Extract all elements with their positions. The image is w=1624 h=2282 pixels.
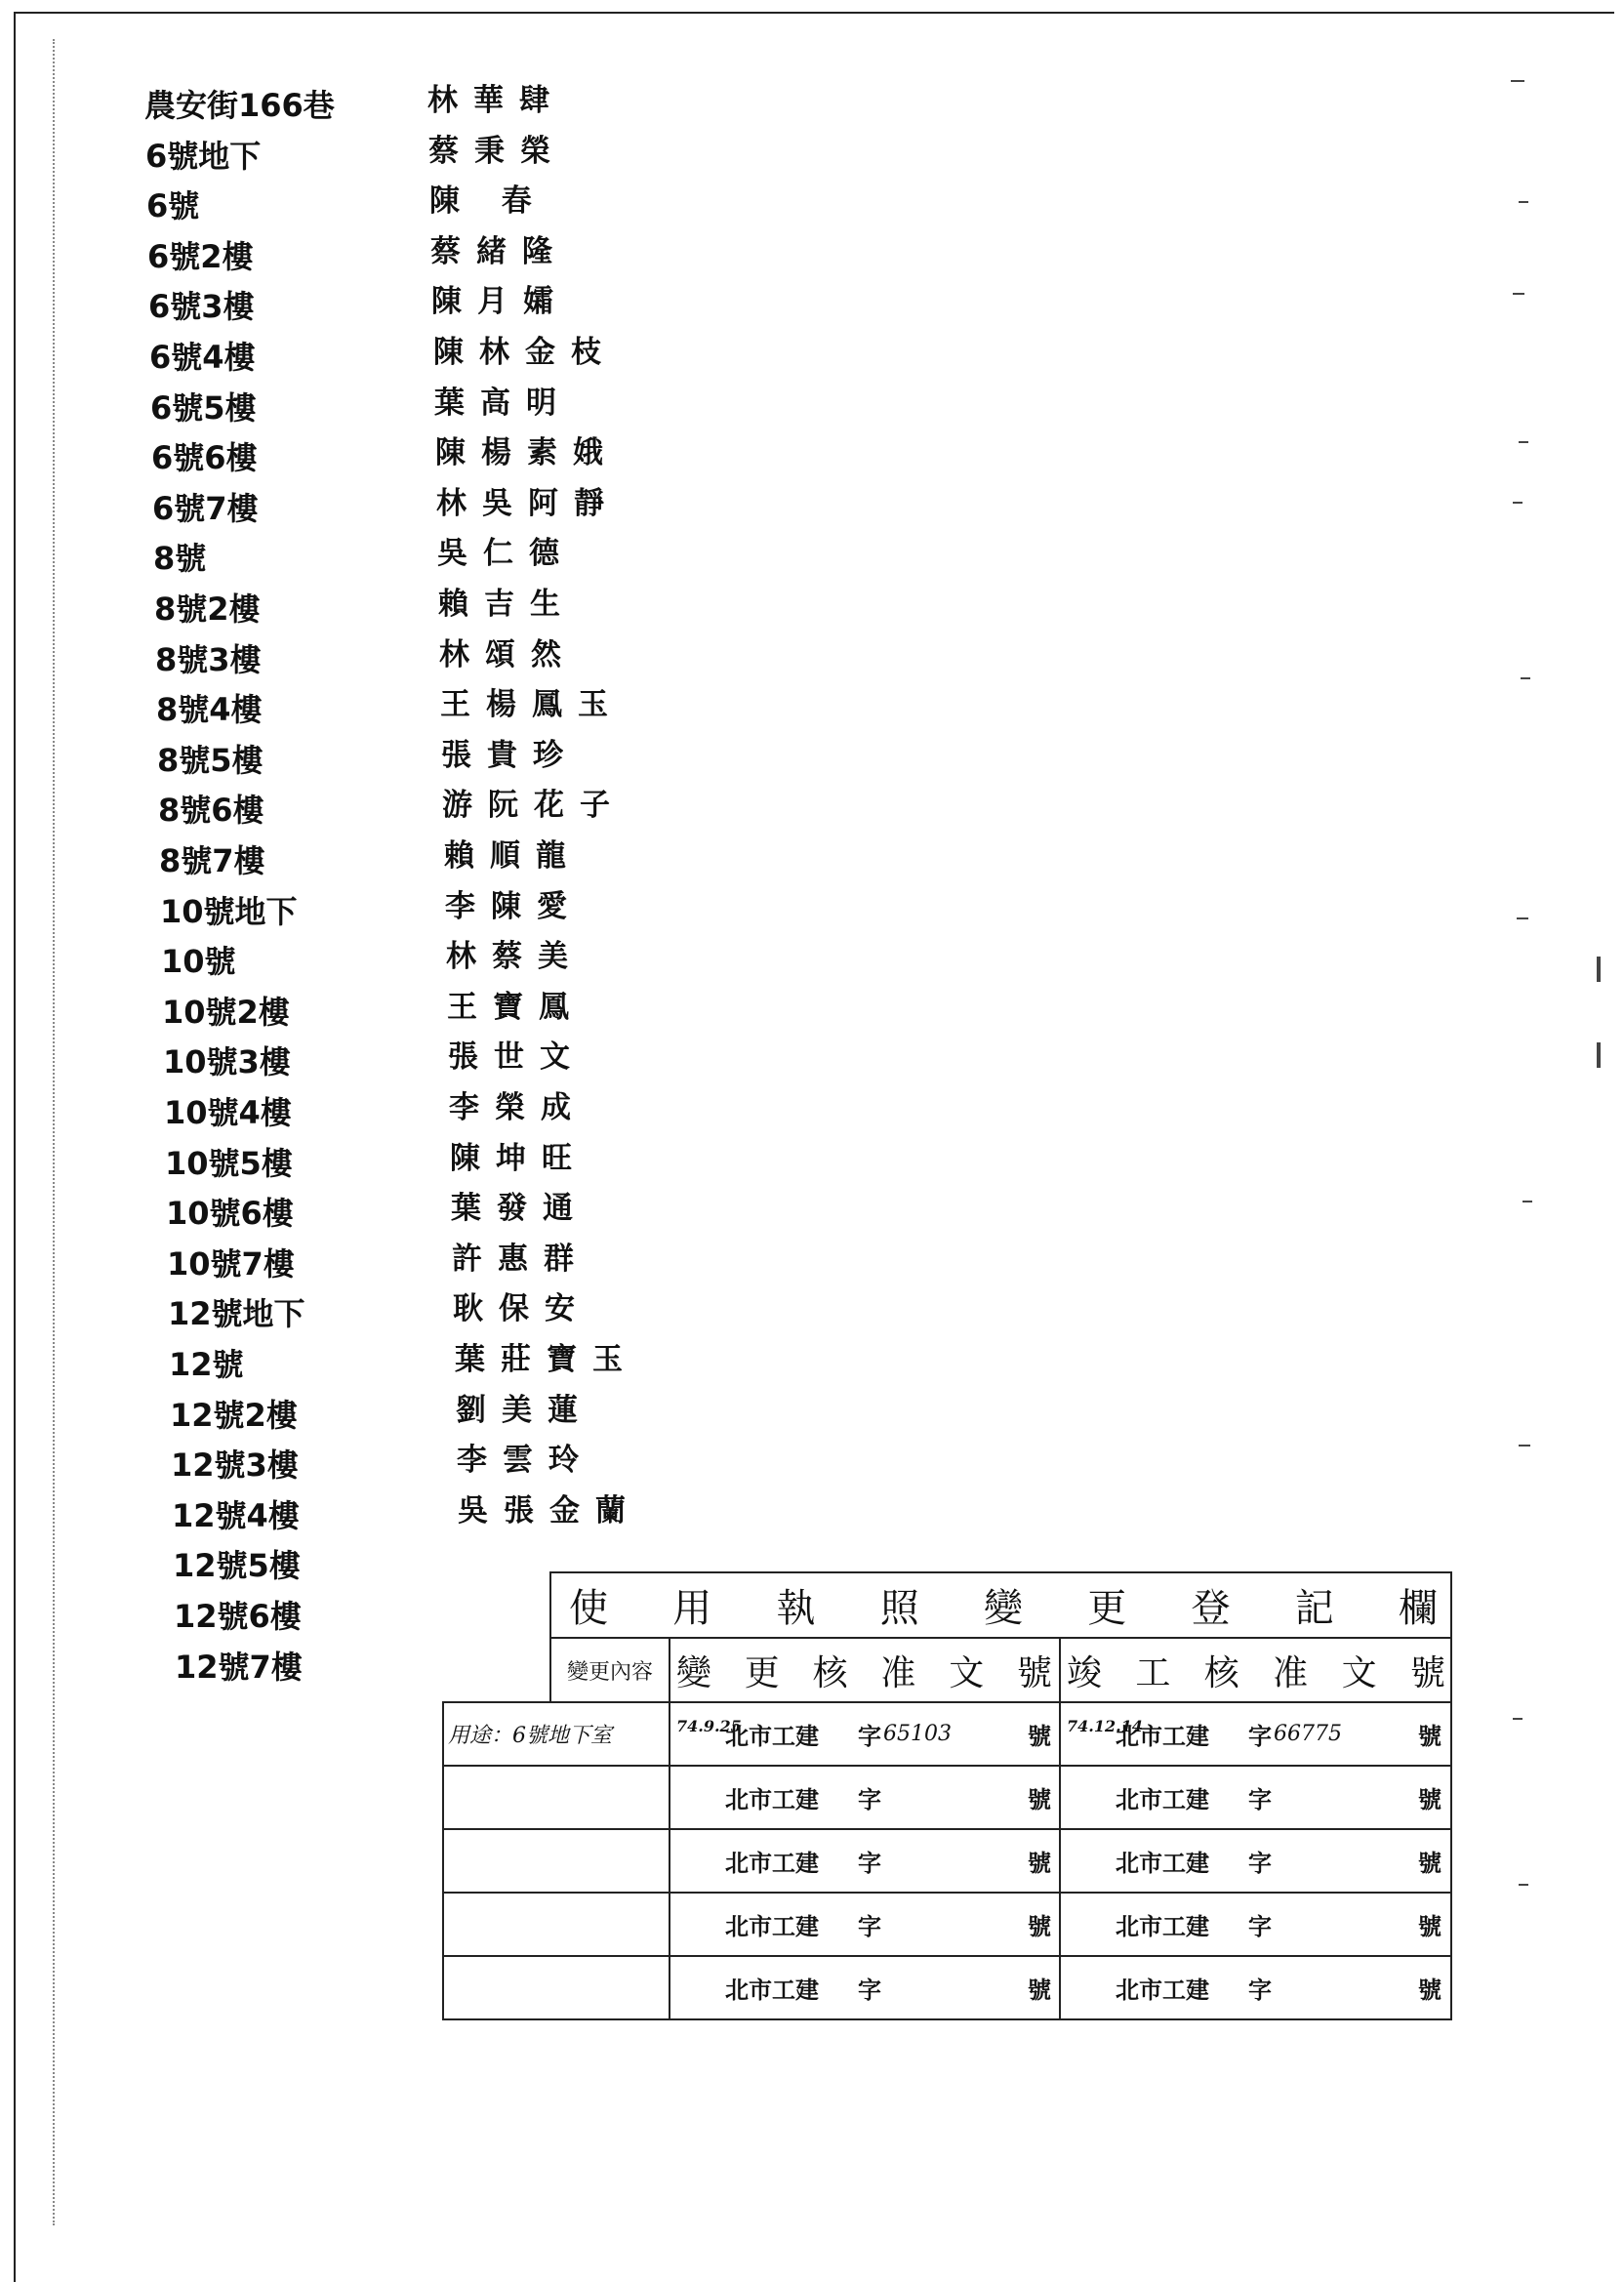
header-char: 用 [672,1586,712,1631]
address-entry: 10號地下 [160,892,298,930]
owner-name: 陳 春 [429,183,548,220]
page-border-left [14,12,16,2282]
agency-label: 北市工建 [1116,1785,1209,1813]
address-entry: 6號 [146,187,200,225]
owner-name: 陳楊素娥 [435,435,619,471]
header-char: 竣 [1067,1652,1103,1693]
row-change-content [448,1957,667,2018]
agency-label: 北市工建 [725,1976,819,2004]
agency-label: 北市工建 [1116,1976,1209,2004]
table-line [442,1701,444,2020]
agency-label: 北市工建 [1116,1722,1209,1750]
owner-name: 王寶鳳 [447,989,585,1025]
owner-name: 賴吉生 [438,587,576,622]
address-entry: 6號6樓 [151,439,258,477]
address-entry: 6號4樓 [149,339,256,376]
header-char: 文 [1341,1652,1377,1693]
owner-name: 吳仁德 [437,536,575,572]
zi-label: 字 [858,1785,881,1813]
header-char: 核 [1203,1652,1239,1693]
header-char: 文 [949,1652,985,1693]
address-entry: 6號5樓 [150,388,257,427]
address-entry: 農安街166巷 [144,87,335,124]
owner-name: 張世文 [448,1039,586,1076]
address-entry: 8號7樓 [159,842,265,879]
change-number: 65103 [883,1722,952,1746]
header-char: 登 [1191,1586,1231,1631]
owner-name: 蔡秉榮 [428,133,566,169]
usage-license-change-register [442,1571,1452,2020]
header-change-content: 變更內容 [566,1659,653,1685]
zi-label: 字 [1248,1912,1272,1940]
zi-label: 字 [858,1849,881,1877]
table-line [442,2018,1452,2020]
header-char: 號 [1016,1652,1052,1693]
row-change-content [448,1894,667,1955]
hao-label: 號 [1028,1849,1051,1877]
address-entry: 6號地下 [145,137,262,175]
page-border-top [14,12,1614,14]
owner-name: 陳坤旺 [450,1140,588,1176]
hao-label: 號 [1418,1912,1441,1940]
row-change-approval [676,1894,1055,1955]
agency-label: 北市工建 [725,1785,819,1813]
address-entry: 12號3樓 [171,1447,299,1485]
owner-name: 吳張金蘭 [458,1492,641,1528]
header-char: 更 [744,1652,780,1693]
address-entry: 10號 [161,943,236,981]
agency-label: 北市工建 [725,1849,819,1877]
address-entry: 10號6樓 [166,1195,294,1233]
completion-date: 74.12.14 [1067,1717,1143,1735]
row-completion-approval [1067,1894,1445,1955]
hao-label: 號 [1028,1976,1051,2004]
owner-name: 李陳愛 [445,888,583,924]
address-entry: 8號5樓 [157,741,264,779]
owner-name: 陳林金枝 [433,335,617,370]
header-char: 變 [984,1586,1023,1631]
address-entry: 12號4樓 [172,1496,300,1534]
owner-name: 林吳阿靜 [436,485,620,521]
address-entry: 8號 [153,540,207,578]
header-char: 照 [879,1586,919,1631]
header-char: 更 [1087,1586,1127,1631]
row-change-content [448,1830,667,1892]
owner-name: 葉發通 [451,1191,589,1227]
row-completion-approval [1067,1830,1445,1892]
owner-name: 林頌然 [439,636,577,672]
hao-label: 號 [1418,1722,1441,1750]
address-entry: 6號3樓 [148,288,255,326]
header-char: 變 [676,1652,712,1693]
address-entry: 12號6樓 [174,1598,302,1635]
owner-name: 林華肆 [427,83,565,118]
owner-name: 李榮成 [449,1090,587,1125]
address-entry: 12號2樓 [170,1396,298,1434]
header-char: 工 [1135,1652,1171,1693]
table-title [569,1573,1438,1637]
owner-name: 許惠群 [452,1241,589,1277]
change-date: 74.9.25 [676,1717,742,1735]
zi-label: 字 [1248,1785,1272,1813]
address-entry: 8號2樓 [154,591,261,628]
header-char: 記 [1294,1586,1334,1631]
row-completion-approval [1067,1703,1445,1765]
address-entry: 10號3樓 [163,1043,291,1081]
header-char: 核 [812,1652,848,1693]
owner-name: 李雲玲 [457,1443,594,1479]
hao-label: 號 [1028,1722,1051,1750]
owner-name: 林蔡美 [446,939,584,975]
agency-label: 北市工建 [1116,1912,1209,1940]
owner-name: 王楊鳳玉 [440,687,624,723]
header-completion-approval-number [1067,1639,1445,1701]
zi-label: 字 [858,1912,881,1940]
address-entry: 10號4樓 [164,1094,292,1131]
zi-label: 字 [1248,1976,1272,2004]
row-change-content: 用途：6號地下室 [448,1724,612,1748]
owner-name: 葉莊寶玉 [455,1342,638,1377]
hao-label: 號 [1418,1785,1441,1813]
row-completion-approval [1067,1957,1445,2018]
address-entry: 12號7樓 [175,1648,303,1686]
header-char: 執 [776,1586,816,1631]
row-completion-approval [1067,1767,1445,1828]
owner-name: 陳月孀 [431,284,569,320]
zi-label: 字 [858,1976,881,2004]
address-entry: 10號5樓 [165,1144,293,1182]
completion-number: 66775 [1274,1722,1342,1746]
binding-margin-line [53,39,55,2225]
zi-label: 字 [1248,1722,1272,1750]
address-entry: 8號6樓 [158,792,264,830]
owner-name: 游阮花子 [442,788,626,824]
hao-label: 號 [1028,1785,1051,1813]
address-entry: 12號 [169,1346,244,1383]
row-change-approval [676,1703,1055,1765]
hao-label: 號 [1418,1976,1441,2004]
header-char: 欄 [1399,1586,1438,1631]
row-change-approval [676,1830,1055,1892]
header-char: 准 [880,1652,916,1693]
agency-label: 北市工建 [1116,1849,1209,1877]
agency-label: 北市工建 [725,1912,819,1940]
address-entry: 8號3樓 [155,640,262,678]
owner-name: 葉高明 [434,385,572,421]
owner-name: 張貴珍 [441,737,579,773]
agency-label: 北市工建 [725,1722,819,1750]
address-entry: 8號4樓 [156,691,263,729]
header-change-approval-number [676,1639,1052,1701]
hao-label: 號 [1418,1849,1441,1877]
address-entry: 6號2樓 [147,237,254,275]
zi-label: 字 [1248,1849,1272,1877]
address-entry: 10號2樓 [162,993,290,1031]
owner-name: 耿保安 [453,1291,590,1327]
row-change-approval [676,1767,1055,1828]
owner-name: 蔡緒隆 [430,233,568,269]
header-char: 號 [1409,1652,1445,1693]
row-change-content [448,1767,667,1828]
table-line [1450,1571,1452,2020]
owner-name: 劉美蓮 [456,1392,593,1428]
header-char: 准 [1273,1652,1309,1693]
row-change-approval [676,1957,1055,2018]
address-entry: 6號7樓 [152,489,259,527]
owner-name: 賴順龍 [444,838,582,874]
zi-label: 字 [858,1722,881,1750]
header-char: 使 [569,1586,608,1631]
address-entry: 12號地下 [168,1295,305,1333]
address-entry: 10號7樓 [167,1244,295,1283]
address-entry: 12號5樓 [173,1547,301,1585]
hao-label: 號 [1028,1912,1051,1940]
